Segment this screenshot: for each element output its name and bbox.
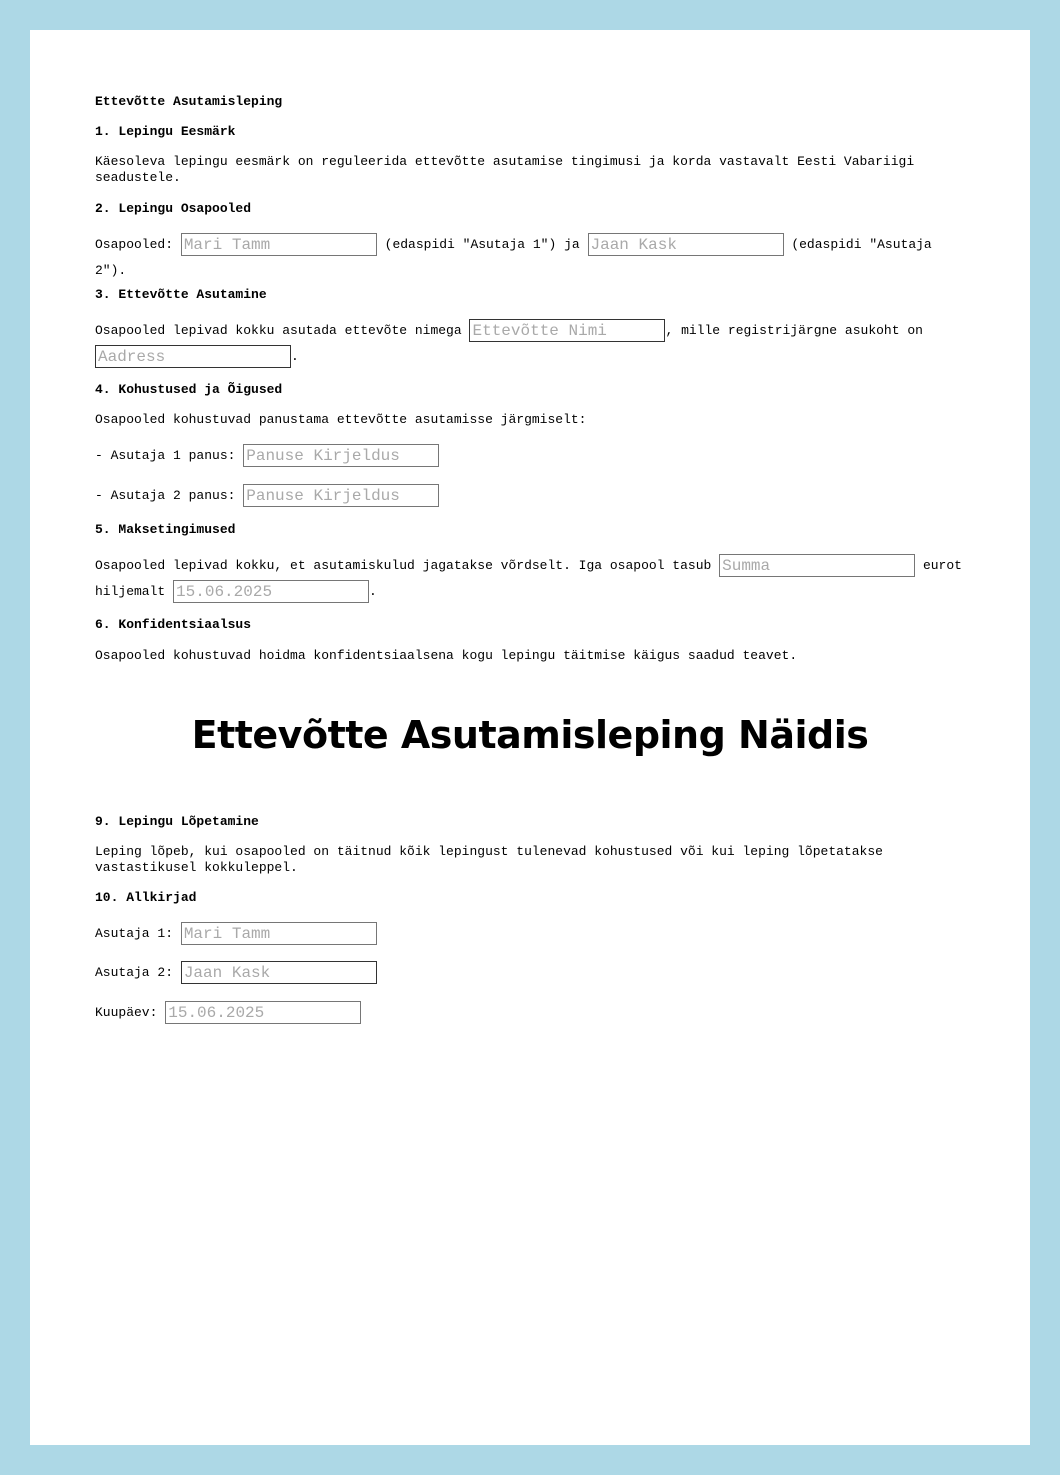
section-3-text [95, 318, 965, 370]
section-5-heading: 5. Maksetingimused [95, 522, 236, 537]
contrib-1-row [95, 443, 965, 469]
signature-2-label: Asutaja 2: [95, 965, 174, 980]
amount-input[interactable] [719, 554, 915, 577]
signature-1-row [95, 921, 965, 947]
contrib-2-row [95, 483, 965, 509]
sample-banner [30, 670, 1030, 810]
address-text-end: . [291, 349, 299, 364]
company-name-input[interactable] [469, 319, 665, 342]
contrib-2-input[interactable] [243, 484, 439, 507]
section-1-text: Käesoleva lepingu eesmärk on reguleerida ettevõtte asutamise tingimusi ja korda vastavalt Eesti Vabariigi seadustele. [95, 154, 915, 185]
party2-input[interactable] [588, 233, 784, 256]
signature-date-input[interactable] [165, 1001, 361, 1024]
signature-date-label: Kuupäev: [95, 1005, 158, 1020]
section-2-heading: 2. Lepingu Osapooled [95, 201, 252, 216]
section-6-text: Osapooled kohustuvad hoidma konfidentsiaalsena kogu lepingu täitmise käigus saadud teavet. [95, 648, 798, 663]
contrib-2-label: - Asutaja 2 panus: [95, 488, 236, 503]
section-4-heading: 4. Kohustused ja Õigused [95, 382, 283, 397]
section-4-intro: Osapooled kohustuvad panustama ettevõtte asutamisse järgmiselt: [95, 412, 587, 427]
parties-mid-text: (edaspidi "Asutaja 1") ja [384, 237, 580, 252]
party1-input[interactable] [181, 233, 377, 256]
parties-end-text: (edaspidi "Asutaja 2"). [95, 237, 932, 278]
section-9-text: Leping lõpeb, kui osapooled on täitnud kõik lepingust tulenevad kohustused või kui leping lõpetatakse vastastikusel kokkuleppel. [95, 844, 883, 875]
signature-1-label: Asutaja 1: [95, 926, 174, 941]
company-text-before: Osapooled lepivad kokku asutada ettevõte nimega [95, 323, 462, 338]
parties-label: Osapooled: [95, 237, 174, 252]
section-2-parties [95, 232, 965, 284]
banner-title: Ettevõtte Asutamisleping Näidis [191, 713, 869, 757]
signature-date-row [95, 1000, 965, 1026]
section-5-text [95, 553, 965, 605]
section-6-heading: 6. Konfidentsiaalsus [95, 617, 252, 632]
payment-text-end: . [369, 584, 377, 599]
contrib-1-label: - Asutaja 1 panus: [95, 448, 236, 463]
document-page [30, 30, 1030, 1445]
section-10-heading: 10. Allkirjad [95, 890, 197, 905]
contrib-1-input[interactable] [243, 444, 439, 467]
document-title: Ettevõtte Asutamisleping [95, 94, 283, 109]
section-1-heading: 1. Lepingu Eesmärk [95, 124, 236, 139]
payment-text-mid: eurot hiljemalt [95, 558, 962, 599]
signature-2-row [95, 960, 965, 986]
address-input[interactable] [95, 345, 291, 368]
section-9-heading: 9. Lepingu Lõpetamine [95, 814, 259, 829]
signature-1-input[interactable] [181, 922, 377, 945]
company-text-mid: , mille registrijärgne asukoht on [665, 323, 923, 338]
payment-date-input[interactable] [173, 580, 369, 603]
section-3-heading: 3. Ettevõtte Asutamine [95, 287, 267, 302]
payment-text-before: Osapooled lepivad kokku, et asutamiskulud jagatakse võrdselt. Iga osapool tasub [95, 558, 712, 573]
signature-2-input[interactable] [181, 961, 377, 984]
